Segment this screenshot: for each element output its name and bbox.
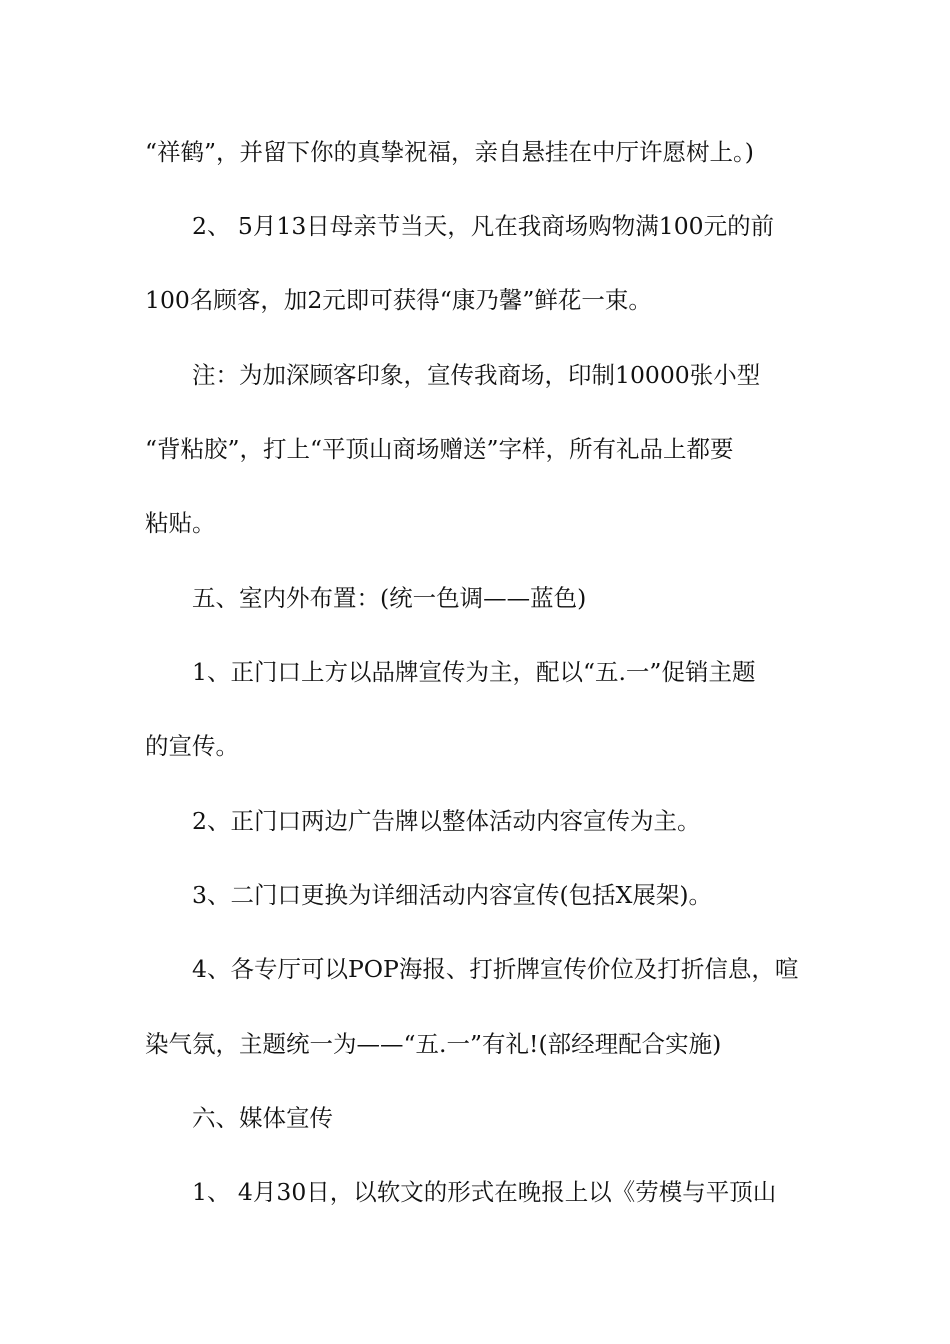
text-line: 3、二门口更换为详细活动内容宣传(包括X展架)。 [192, 881, 713, 909]
text-line: 的宣传。 [145, 732, 239, 760]
text-line: 100名顾客，加2元即可获得“康乃馨”鲜花一束。 [145, 286, 652, 314]
text-line: “祥鹤”，并留下你的真挚祝福，亲自悬挂在中厅许愿树上。) [145, 138, 754, 166]
text-line: 1、正门口上方以品牌宣传为主，配以“五.一”促销主题 [192, 658, 756, 686]
text-line: “背粘胶”，打上“平顶山商场赠送”字样，所有礼品上都要 [145, 435, 734, 463]
text-line: 注：为加深顾客印象，宣传我商场，印制10000张小型 [192, 361, 761, 389]
section-heading: 五、室内外布置：(统一色调——蓝色) [192, 584, 587, 612]
text-line: 4、各专厅可以POP海报、打折牌宣传价位及打折信息，喧 [192, 955, 799, 983]
text-line: 粘贴。 [145, 509, 216, 537]
text-line: 2、正门口两边广告牌以整体活动内容宣传为主。 [192, 807, 701, 835]
text-line: 1、 4月30日，以软文的形式在晚报上以《劳模与平顶山 [192, 1178, 777, 1206]
text-line: 2、 5月13日母亲节当天，凡在我商场购物满100元的前 [192, 212, 775, 240]
text-line: 染气氛，主题统一为——“五.一”有礼!(部经理配合实施) [145, 1030, 722, 1058]
section-heading: 六、媒体宣传 [192, 1104, 333, 1132]
